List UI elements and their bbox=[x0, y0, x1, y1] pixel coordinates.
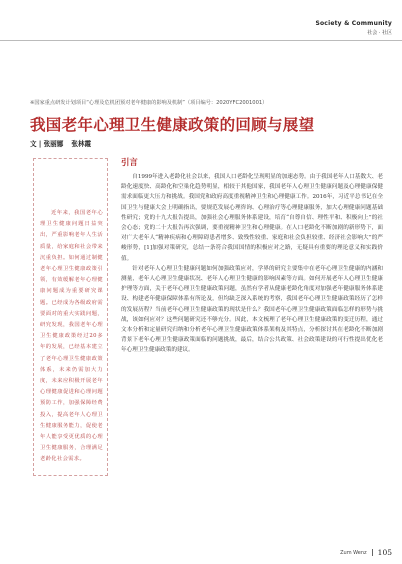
page-number: 105 bbox=[377, 548, 392, 557]
footer-divider bbox=[372, 549, 373, 556]
section-tag bbox=[315, 20, 392, 36]
intro-heading: 引言 bbox=[121, 157, 138, 167]
funding-note: ※国家重点研发计划项目“心理及危机团预对老年健康的影响及机制”（项目编号：2020YFC2001001） bbox=[30, 100, 268, 106]
body-paragraph-1: 自1999年进入老龄化社会以来，我国人口老龄化呈现明显的加速态势。由于我国老年人口基数大、老龄化速度快、高龄化和空巢化趋势明显，相较于其他国家，我国老年人心理卫生健康问题及心理健康保健需求面临更大压力和挑战。我国党和政府高度重视精神卫生和心理健康工作。2016年，习近平总书记在全国卫生与健康大会上明确指出，要规范发展心理咨询、心理治疗等心理健康服务，加大心理健康问题基础性研究；党的十九大报告提出，加强社会心理服务体系建设，培育“自尊自信、理性平和、积极向上”的社会心态；党的二十大报告再次强调，要重视精神卫生和心理健康。在人口老龄化不断加剧的新形势下，面对广大老年人“精神疾病和心理障碍患者增多、致残性较重、家庭和社会负担较重、经济社会影响大”的严峻形势，[1]加强对策研究，总结一条符合我国国情的积极应对之路，无疑具有重要的理论意义和实践价值。 bbox=[121, 174, 383, 262]
journal-label: Zum Wenz bbox=[340, 549, 367, 556]
author-second: 张林霞 bbox=[71, 140, 92, 148]
section-tag-english: Society & Community bbox=[315, 20, 392, 27]
page-footer bbox=[340, 548, 392, 557]
author-first: 文 | 张丽娜 bbox=[30, 140, 64, 148]
abstract-text: 近年来，我国老年心理卫生健康问题日益突出，严重影响老年人生活质量，给家庭和社会带来沉重负担。如何通过制健老年心理卫生健康政策引领，有效缓解老年心理健康问题成为重要研究课题。已经成为各级政府需要面对的重大实践问题，研究发现，我国老年心理卫生健康政策经过20多年的发展，已经基本建立了老年心理卫生健康政策体系，未来仍需加大力度，未来应积极开展老年心理健康促进和心理问题预防工作，加强保障经费投入，提高老年人心理卫生健康服务能力，促使老年人能享受更优质的心理卫生健康服务，合理满足老龄化社会需求。 bbox=[40, 210, 103, 463]
body-paragraph-2: 针对老年人心理卫生健康问题如何加强政策应对，学界的研究主要集中在老年心理卫生健康的内涵和测量，老年人心理卫生健康状况、老年人心理卫生健康的影响因素等方面。如何开展老年人心理卫生健康护理等方面，关于老年心理卫生健康政策问题，虽然有学者从健康老龄化角度对加强老年健康服务体系建设、构建老年健康保障体系有所论及，但均缺乏深入系统的考察，我国老年心理卫生健康政策经历了怎样的发展历程？当前老年心理卫生健康政策的现状是什么？我国老年心理卫生健康政策面临怎样的形势与挑战，该如何应对？这些问题研究还不够充分。因此，本文梳理了老年心理卫生健康政策的变迁历程，通过文本分析和定量研究归纳和分析老年心理卫生健康政策体系架构及其特点，分析探讨其在老龄化不断加剧背景下老年心理卫生健康政策面临的问题挑战，最后，结合公共政策、社会政策建设的可行性提出优化老年心理卫生健康政策的建议。 bbox=[121, 265, 383, 354]
article-title: 我国老年心理卫生健康政策的回顾与展望 bbox=[30, 115, 315, 134]
section-tag-chinese: 社会 · 社区 bbox=[367, 30, 392, 36]
header-divider bbox=[0, 40, 402, 41]
author-line bbox=[30, 138, 91, 148]
article-body bbox=[121, 172, 383, 356]
abstract-box bbox=[33, 158, 108, 476]
